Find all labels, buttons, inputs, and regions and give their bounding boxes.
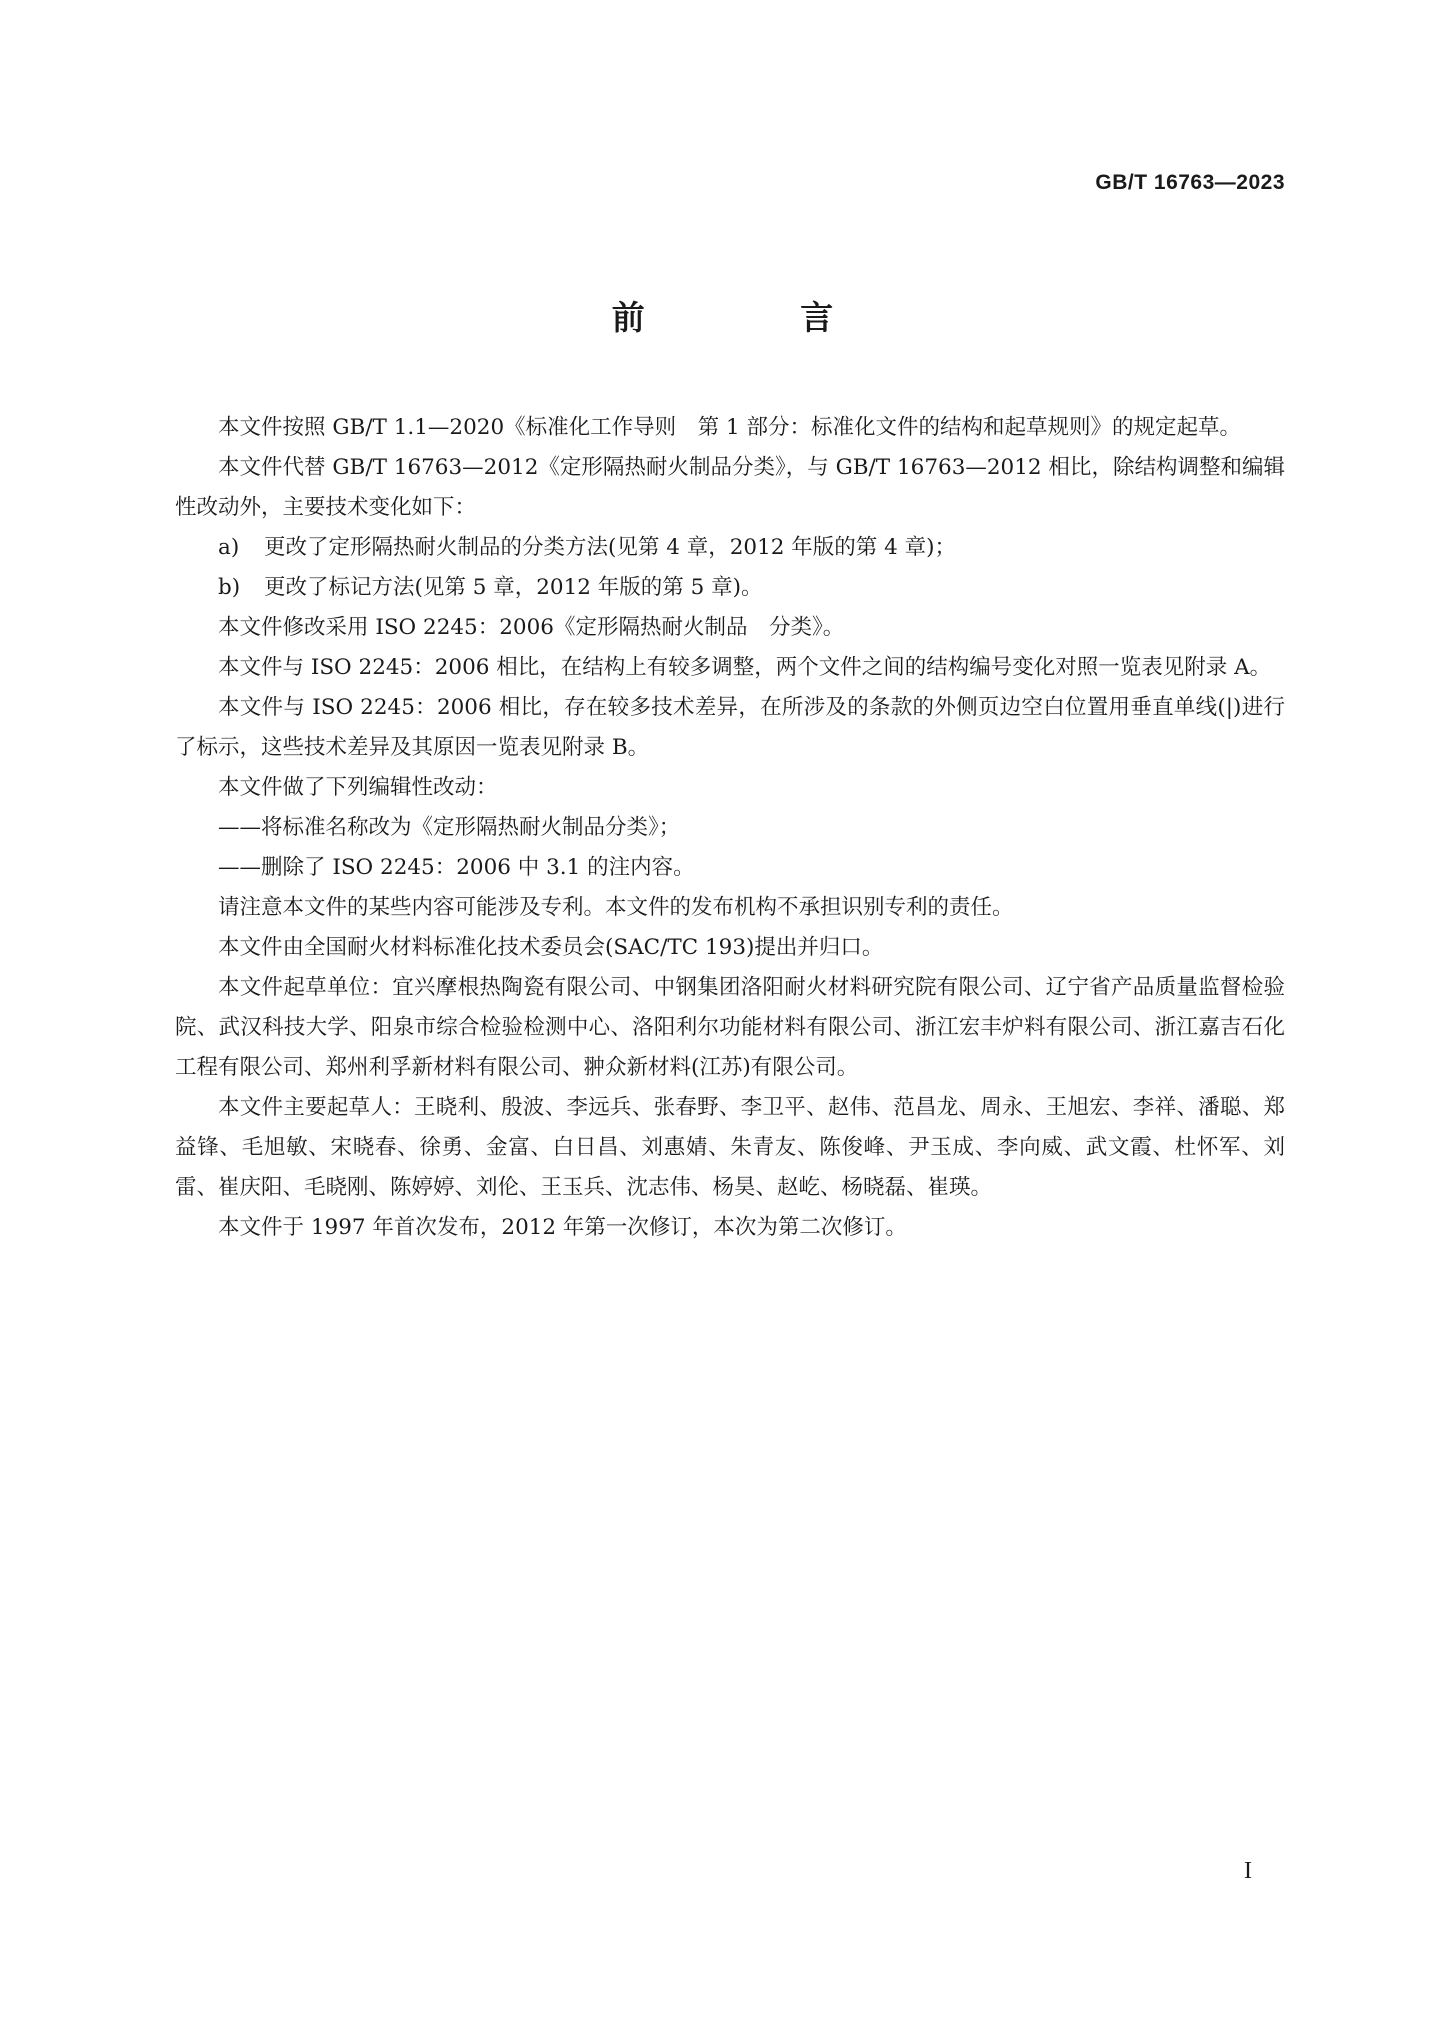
list-item-label: a) (218, 535, 240, 560)
list-item (175, 568, 1285, 608)
paragraph-modified-adoption: 本文件修改采用 ISO 2245：2006《定形隔热耐火制品 分类》。 (218, 615, 845, 640)
list-item-label: b) (218, 575, 241, 600)
paragraph-committee: 本文件由全国耐火材料标准化技术委员会(SAC/TC 193)提出并归口。 (218, 935, 884, 960)
paragraph-history: 本文件于 1997 年首次发布，2012 年第一次修订，本次为第二次修订。 (218, 1215, 907, 1240)
dash-list-item: ——删除了 ISO 2245：2006 中 3.1 的注内容。 (218, 855, 695, 880)
paragraph-drafting-rules: 本文件按照 GB/T 1.1—2020《标准化工作导则 第 1 部分：标准化文件的结构和起草规则》的规定起草。 (218, 415, 1241, 440)
list-item-text: 更改了定形隔热耐火制品的分类方法(见第 4 章，2012 年版的第 4 章)； (264, 535, 957, 560)
paragraph-editorial-changes: 本文件做了下列编辑性改动： (218, 775, 498, 800)
page-number: I (1244, 1858, 1252, 1884)
standard-code: GB/T 16763—2023 (1095, 171, 1285, 194)
dash-list-item: ——将标准名称改为《定形隔热耐火制品分类》； (218, 815, 681, 840)
foreword-body (175, 408, 1285, 1248)
paragraph-structure-changes: 本文件与 ISO 2245：2006 相比，在结构上有较多调整，两个文件之间的结构编号变化对照一览表见附录 A。 (218, 655, 1272, 680)
paragraph-replaces: 本文件代替 GB/T 16763—2012《定形隔热耐火制品分类》，与 GB/T 16763—2012 相比，除结构调整和编辑性改动外，主要技术变化如下： (175, 455, 1285, 520)
list-item (175, 528, 1285, 568)
page-title: 前 言 (611, 298, 906, 337)
paragraph-drafters: 本文件主要起草人：王晓利、殷波、李远兵、张春野、李卫平、赵伟、范昌龙、周永、王旭宏、李祥、潘聪、郑益锋、毛旭敏、宋晓春、徐勇、金富、白日昌、刘惠婧、朱青友、陈俊峰、尹玉成、李向威、武文霞、杜怀军、刘雷、崔庆阳、毛晓刚、陈婷婷、刘伦、王玉兵、沈志伟、杨昊、赵屹、杨晓磊、崔瑛。 (175, 1095, 1285, 1200)
paragraph-technical-deviations: 本文件与 ISO 2245：2006 相比，存在较多技术差异，在所涉及的条款的外侧页边空白位置用垂直单线(|)进行了标示，这些技术差异及其原因一览表见附录 B。 (175, 695, 1285, 760)
paragraph-drafting-organizations: 本文件起草单位：宜兴摩根热陶瓷有限公司、中钢集团洛阳耐火材料研究院有限公司、辽宁省产品质量监督检验院、武汉科技大学、阳泉市综合检验检测中心、洛阳利尔功能材料有限公司、浙江宏丰炉料有限公司、浙江嘉吉石化工程有限公司、郑州利孚新材料有限公司、翀众新材料(江苏)有限公司。 (175, 975, 1285, 1080)
paragraph-patent-notice: 请注意本文件的某些内容可能涉及专利。本文件的发布机构不承担识别专利的责任。 (218, 895, 1014, 920)
list-item-text: 更改了标记方法(见第 5 章，2012 年版的第 5 章)。 (264, 575, 763, 600)
